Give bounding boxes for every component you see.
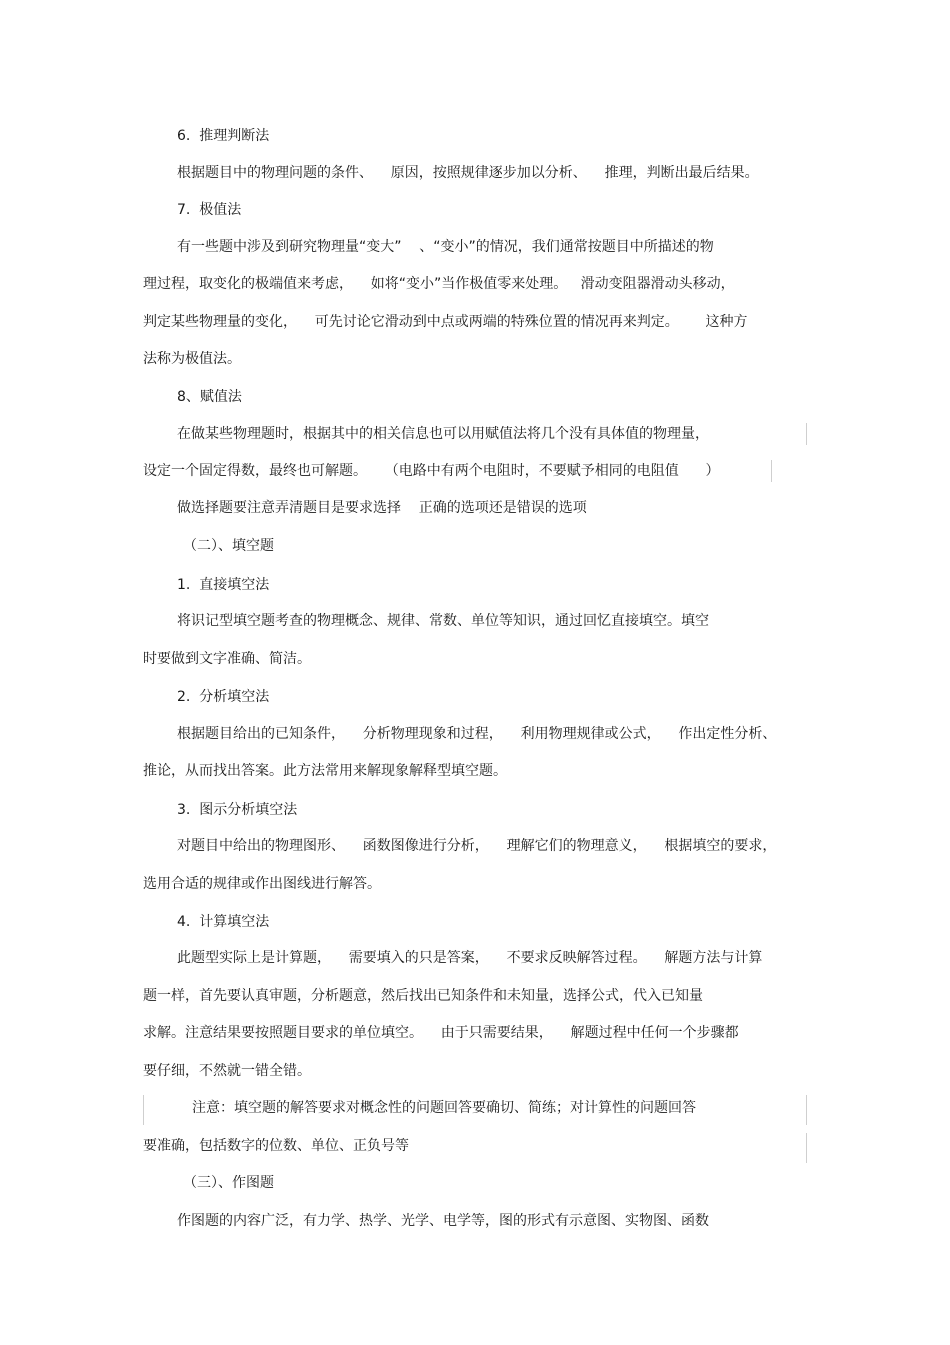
paragraph-line: 设定一个固定得数，最终也可解题。 （电路中有两个电阻时，不要赋予相同的电阻值 ）	[143, 463, 720, 479]
paragraph-line: 做选择题要注意弄清题目是要求选择 正确的选项还是错误的选项	[177, 500, 587, 516]
paragraph-line: 有一些题中涉及到研究物理量“变大” 、“变小”的情况，我们通常按题目中所描述的物	[177, 239, 714, 255]
paragraph-line: 理过程，取变化的极端值来考虑， 如将“变小”当作极值零来处理。 滑动变阻器滑动头移动，	[143, 276, 735, 292]
paragraph-line: 根据题目中的物理问题的条件、 原因，按照规律逐步加以分析、 推理，判断出最后结果。	[177, 165, 759, 181]
paragraph-line: 选用合适的规律或作出图线进行解答。	[143, 876, 381, 892]
paragraph-line: 作图题的内容广泛，有力学、热学、光学、电学等，图的形式有示意图、实物图、函数	[177, 1213, 709, 1229]
heading-analysis-fill-method: 2. 分析填空法	[177, 689, 270, 705]
heading-calculation-fill-method: 4. 计算填空法	[177, 914, 270, 930]
paragraph-line: 题一样，首先要认真审题，分析题意，然后找出已知条件和未知量，选择公式，代入已知量	[143, 988, 703, 1004]
heading-extreme-value-method: 7. 极值法	[177, 202, 242, 218]
paragraph-line: 求解。注意结果要按照题目要求的单位填空。 由于只需要结果， 解题过程中任何一个步骤都	[143, 1025, 739, 1041]
margin-rule	[771, 460, 772, 482]
section-heading-drawing: （三）、作图题	[183, 1175, 274, 1191]
margin-rule	[143, 1095, 144, 1125]
heading-diagram-analysis-method: 3. 图示分析填空法	[177, 802, 298, 818]
paragraph-line: 对题目中给出的物理图形、 函数图像进行分析， 理解它们的物理意义， 根据填空的要求，	[177, 838, 777, 854]
heading-reasoning-method: 6. 推理判断法	[177, 128, 270, 144]
note-line: 要准确，包括数字的位数、单位、正负号等	[143, 1138, 409, 1154]
paragraph-line: 法称为极值法。	[143, 351, 241, 367]
heading-assign-value-method: 8、赋值法	[177, 389, 242, 405]
paragraph-line: 此题型实际上是计算题， 需要填入的只是答案， 不要求反映解答过程。 解题方法与计算	[177, 950, 763, 966]
note-line: 注意：填空题的解答要求对概念性的问题回答要确切、简练；对计算性的问题回答	[192, 1100, 696, 1116]
paragraph-line: 推论，从而找出答案。此方法常用来解现象解释型填空题。	[143, 763, 507, 779]
margin-rule	[806, 1095, 807, 1125]
paragraph-line: 在做某些物理题时，根据其中的相关信息也可以用赋值法将几个没有具体值的物理量，	[177, 426, 709, 442]
heading-direct-fill-method: 1. 直接填空法	[177, 577, 270, 593]
paragraph-line: 判定某些物理量的变化， 可先讨论它滑动到中点或两端的特殊位置的情况再来判定。 这种方	[143, 314, 748, 330]
paragraph-line: 时要做到文字准确、简洁。	[143, 651, 311, 667]
paragraph-line: 要仔细，不然就一错全错。	[143, 1063, 311, 1079]
margin-rule	[806, 423, 807, 445]
section-heading-fill-in: （二）、填空题	[183, 538, 274, 554]
margin-rule	[806, 1133, 807, 1163]
paragraph-line: 将识记型填空题考查的物理概念、规律、常数、单位等知识，通过回忆直接填空。填空	[177, 613, 709, 629]
paragraph-line: 根据题目给出的已知条件， 分析物理现象和过程， 利用物理规律或公式， 作出定性分析、	[177, 726, 777, 742]
